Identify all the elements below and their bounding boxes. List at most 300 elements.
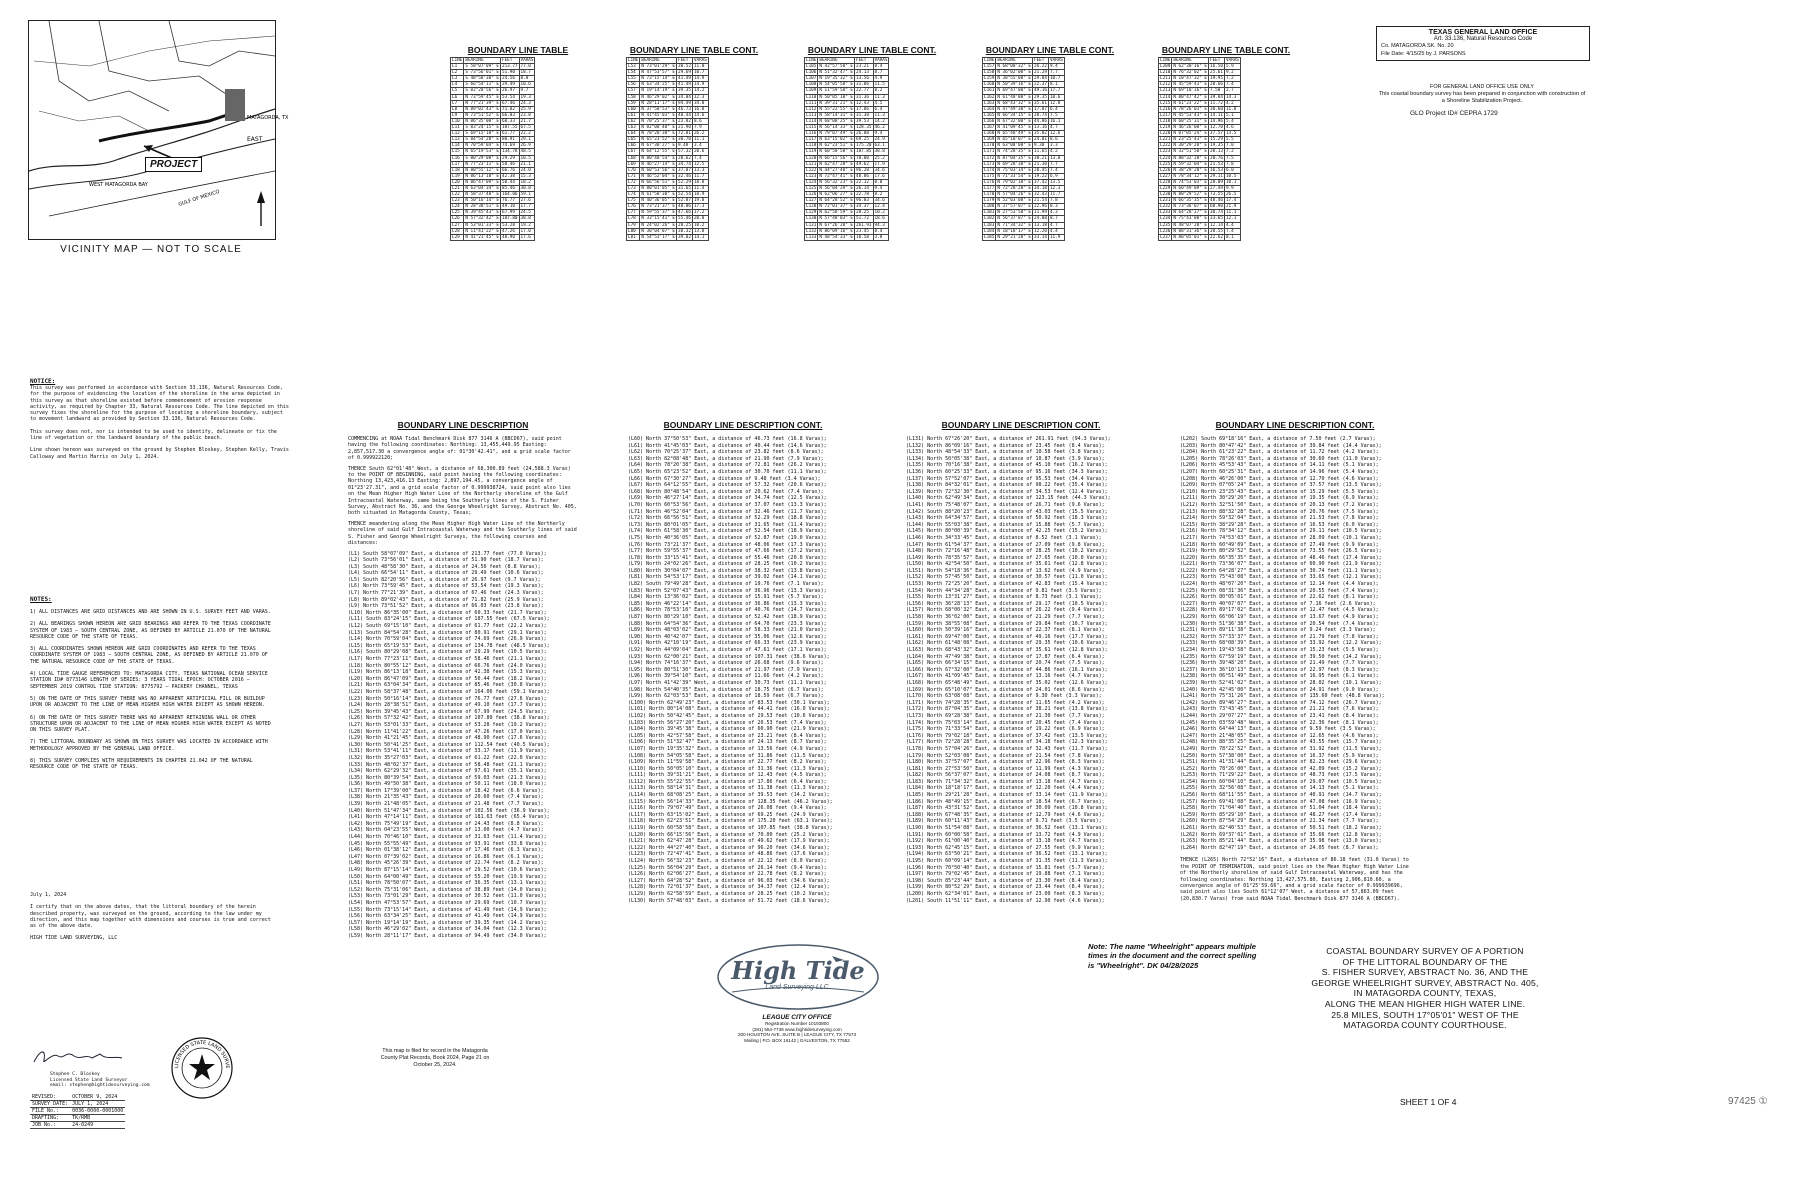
table-cell: L69 <box>627 161 640 167</box>
table-cell: S 80°29'08" E <box>465 155 499 161</box>
description-line: (L8) North 89°02'43" East, a distance of 71.82 feet (25.9 Varas); <box>348 596 544 603</box>
description-line: (L132) North 86°09'16" East, a distance of 23.45 feet (8.4 Varas); <box>906 442 1105 449</box>
table-cell: N 65°19'53" E <box>465 149 499 155</box>
description-line: (L231) North 89°11'38" East, a distance of 9.24 feet (3.3 Varas); <box>1180 627 1376 634</box>
table-cell: 9.4 <box>873 131 889 137</box>
table-cell: 26.2 <box>692 131 708 137</box>
table-cell: L111 <box>806 100 817 106</box>
description-line: (L127) North 64°28'52" East, a distance of 96.03 feet (34.6 Varas); <box>628 877 830 884</box>
table-cell: N 28°11'17" E <box>641 100 675 106</box>
table-header-cell: LINE <box>984 58 995 63</box>
office-mailing: Mailing | P.O. BOX 16142 | GALVESTON, TX 77552 <box>744 1037 850 1043</box>
table-cell: N 75°43'08" E <box>1173 216 1207 222</box>
table-cell: 30.70 <box>678 137 691 143</box>
table-cell: L112 <box>806 106 817 112</box>
revision-cell: TK/RMB <box>70 1115 125 1122</box>
table-cell: L230 <box>1160 192 1171 198</box>
table-cell: 19.0 <box>692 198 708 204</box>
description-line: (L120) North 66°15'56" East, a distance of 70.00 feet (25.2 Varas); <box>628 831 830 838</box>
description-line: (L250) North 57°38'00" East, a distance of 16.37 feet (5.9 Varas); <box>1180 752 1379 759</box>
table-cell: L62 <box>627 118 640 124</box>
table-cell: 28.25 <box>855 210 874 216</box>
table-cell: L224 <box>1160 155 1171 161</box>
description-line: (L243) North 73°43'45" East, a distance of 21.21 feet (7.6 Varas); <box>1180 706 1379 713</box>
table-cell: 9.4 <box>873 185 889 191</box>
table-cell: 11.5 <box>873 82 889 88</box>
description-line: (L89) North 48°03'02" East, a distance of 58.33 feet (21.0 Varas); <box>628 627 827 634</box>
table-cell: N 30°29'20" E <box>1173 143 1207 149</box>
table-cell: N 80°05'01" E <box>1173 234 1207 240</box>
table-cell: 18.8 <box>692 179 708 185</box>
table-cell: 7.5 <box>1048 112 1064 118</box>
table-cell: L21 <box>451 185 464 191</box>
table-cell: 27.6 <box>519 198 535 204</box>
table-cell: 22.78 <box>855 192 874 198</box>
table-cell: N 46°52'04" E <box>641 173 675 179</box>
description-line: (L165) North 66°34'15" East, a distance of 20.74 feet (7.5 Varas); <box>906 660 1105 667</box>
table-cell: L29 <box>451 234 464 240</box>
table-cell: 53.54 <box>501 94 520 100</box>
table-cell: 31.38 <box>855 112 874 118</box>
table-cell: 85.46 <box>501 185 520 191</box>
vicinity-map <box>28 20 289 240</box>
table-cell: 39.53 <box>855 118 874 124</box>
table-cell: 19.95 <box>1210 76 1223 82</box>
description-line: (L262) North 69°37'01" East, a distance of 35.66 feet (12.8 Varas); <box>1180 831 1382 838</box>
table-cell: L5 <box>451 88 464 94</box>
table-cell: N 59°55'37" E <box>641 210 675 216</box>
description-line: (L224) North 48°07'20" East, a distance of 12.14 feet (4.4 Varas); <box>1180 581 1379 588</box>
description-line: (L79) North 24°02'26" East, a distance of 28.25 feet (10.2 Varas); <box>628 561 827 568</box>
table-cell: 17.7 <box>1048 88 1064 94</box>
table-cell: 213.77 <box>502 64 518 70</box>
table-cell: L216 <box>1160 106 1171 112</box>
description-line: (L18) North 80°55'12" East, a distance of 66.76 feet (24.0 Varas); <box>348 662 547 669</box>
table-cell: L124 <box>806 179 817 185</box>
project-title-line: 25.8 MILES, SOUTH 17°05'01" WEST OF THE <box>1331 1009 1519 1020</box>
table-cell: 107.80 <box>502 216 518 222</box>
table-cell: L23 <box>451 198 464 204</box>
description-line: (L123) North 72°47'41" East, a distance of 48.86 feet (17.6 Varas); <box>628 851 830 858</box>
description-line: (L146) North 34°33'45" East, a distance of 8.52 feet (3.1 Varas); <box>906 534 1102 541</box>
description-line: (L73) North 80°01'05" East, a distance of 31.65 feet (11.4 Varas); <box>628 521 827 528</box>
table-cell: 15.3 <box>519 173 535 179</box>
table-cell: N 46°29'02" E <box>641 94 675 100</box>
description-line: (L256) North 68°11'55" East, a distance of 40.91 feet (14.7 Varas); <box>1180 792 1382 799</box>
table-cell: 28.09 <box>1210 179 1223 185</box>
table-cell: N 61°23'22" E <box>1173 100 1207 106</box>
description-line: (L29) North 41°21'45" East, a distance of 48.90 feet (17.6 Varas); <box>348 735 547 742</box>
table-cell: L2 <box>451 70 464 76</box>
table-cell: 18.2 <box>519 179 535 185</box>
table-cell: 17.87 <box>1034 106 1047 112</box>
note-item: 8) THIS SURVEY COMPLIES WITH REQUIREMENTS IN CHAPTER 21.042 OF THE NATURAL RESOURCE CODE OF THE STATE OF TEXAS. <box>30 758 253 771</box>
table-cell: L17 <box>451 161 464 167</box>
table-cell: L20 <box>451 179 464 185</box>
description-line: (L34) North 62°29'32" East, a distance of 97.61 feet (35.1 Varas); <box>348 768 547 775</box>
table-cell: N 45°53'43" E <box>1173 112 1207 118</box>
table-cell: 71.82 <box>501 106 520 112</box>
table-cell: N 19°14'19" E <box>641 88 675 94</box>
description-line: (L147) North 61°54'37" East, a distance of 27.09 feet (9.8 Varas); <box>906 541 1105 548</box>
table-cell: N 36°02'00" E <box>997 70 1031 76</box>
description-line: (L70) North 60°53'56" East, a distance of 37.07 feet (13.3 Varas); <box>628 501 827 508</box>
table-row <box>805 234 889 240</box>
table-cell: 58.46 <box>501 161 520 167</box>
table-cell: 11.3 <box>873 94 889 100</box>
description-line: (L67) North 64°12'55" East, a distance of 57.32 feet (20.6 Varas); <box>628 482 827 489</box>
description-line: (L96) North 39°54'10" East, a distance of 11.66 feet (4.2 Varas); <box>628 673 824 680</box>
notice-paragraph-1: This survey was performed in accordance with Section 33.136, Natural Resources Code, for the purpose of evidencing the location of the shoreline in the area depicted in this survey as that shoreline existed before commencement of erosion response activity, as required by Chapter 33, Natural Resources Code. The line depicted on this survey fixes the shoreline for the purpose of locating a shoreline boundary, subject to movement landward as provided by Section 33.136, Natural Resources Code. <box>30 385 289 423</box>
table-cell: 7.5 <box>1224 155 1240 161</box>
table-header-cell: FEET <box>855 58 874 64</box>
table-cell: 30.74 <box>1210 210 1223 216</box>
table-cell: 11.1 <box>1224 210 1240 216</box>
description-line: (L7) North 77°21'39" East, a distance of 67.46 feet (24.3 Varas); <box>348 590 544 597</box>
table-cell: N 62°58'59" E <box>819 210 853 216</box>
description-line: (L20) North 86°47'09" East, a distance of 50.44 feet (18.2 Varas); <box>348 675 547 682</box>
description-line: (L209) North 07°05'24" East, a distance of 37.57 feet (13.5 Varas); <box>1180 482 1382 489</box>
table-cell: 11.65 <box>1034 149 1047 155</box>
vicinity-map-caption: VICINITY MAP — NOT TO SCALE <box>60 244 242 255</box>
table-cell: 21.7 <box>519 118 535 124</box>
table-cell: 14.3 <box>1224 94 1240 100</box>
description-line: (L182) North 56°37'07" East, a distance of 24.08 feet (8.7 Varas); <box>906 772 1105 779</box>
table-cell: 26.5 <box>1224 192 1240 198</box>
description-line: (L148) North 72°16'48" East, a distance of 28.25 feet (10.2 Varas); <box>906 548 1108 555</box>
description-line: (L16) South 80°29'08" East, a distance of 29.29 feet (10.5 Varas); <box>348 649 547 656</box>
description-line: (L258) North 71°04'40" East, a distance of 51.04 feet (18.4 Varas); <box>1180 805 1382 812</box>
table-cell: N 48°07'20" E <box>1173 222 1207 228</box>
glo-filed: File Date: 4/15/25 by J. PARSONS <box>1381 51 1466 57</box>
description-line: (L227) North 40°07'07" East, a distance of 7.16 feet (2.6 Varas); <box>1180 600 1376 607</box>
description-line: (L121) North 62°47'28" East, a distance of 49.62 feet (17.9 Varas); <box>628 838 830 845</box>
table-cell: 29.1 <box>519 137 535 143</box>
table-cell: L225 <box>1160 161 1171 167</box>
table-cell: 26.14 <box>855 185 874 191</box>
description-line: (L130) North 57°48'03" East, a distance of 51.72 feet (18.6 Varas); <box>628 897 830 904</box>
table-cell: L28 <box>451 228 464 234</box>
table-cell: L73 <box>627 185 640 191</box>
description-line: (L170) North 63°08'08" East, a distance of 9.30 feet (3.3 Varas); <box>906 693 1102 700</box>
description-line: (L143) North 64°34'57" East, a distance of 50.92 feet (18.3 Varas); <box>906 515 1108 522</box>
table-cell: 5.4 <box>1224 118 1240 124</box>
table-title: BOUNDARY LINE TABLE CONT. <box>807 45 937 55</box>
description-line: (L101) North 80°14'08" East, a distance of 44.41 feet (16.0 Varas); <box>628 706 830 713</box>
table-cell: N 63°15'02" E <box>819 137 853 143</box>
table-cell: 52.29 <box>678 179 691 185</box>
description-line: (L176) North 79°02'18" East, a distance of 37.42 feet (13.5 Varas); <box>906 732 1108 739</box>
table-cell: 48.5 <box>519 149 535 155</box>
description-line: (L202) South 69°18'16" East, a distance of 7.50 feet (2.7 Varas); <box>1180 436 1376 442</box>
table-cell: 21.30 <box>1034 161 1047 167</box>
table-cell: 21.53 <box>1210 161 1223 167</box>
table-cell: L57 <box>627 88 640 94</box>
table-cell: 9.30 <box>1033 143 1049 149</box>
table-cell: N 50°05'10" E <box>819 94 853 100</box>
table-cell: 16.50 <box>1210 64 1223 70</box>
table-cell: N 62°06'27" E <box>819 192 853 198</box>
revision-cell: SURVEY DATE: <box>32 1101 69 1107</box>
table-cell: L163 <box>984 100 995 106</box>
table-cell: L65 <box>627 137 640 143</box>
table-cell: 13.16 <box>1034 125 1047 131</box>
table-cell: L213 <box>1160 88 1171 94</box>
table-cell: N 56°14'33" E <box>819 125 853 131</box>
table-cell: 12.3 <box>692 94 708 100</box>
description-line: (L100) North 62°49'23" East, a distance of 83.53 feet (30.1 Varas); <box>628 699 830 706</box>
table-cell: 42.38 <box>501 173 520 179</box>
table-cell: 29.84 <box>1034 76 1047 82</box>
description-line: (L223) North 75°43'08" East, a distance of 33.65 feet (12.1 Varas); <box>1180 574 1382 581</box>
table-cell: L175 <box>984 173 995 179</box>
table-header-cell: VARAS <box>874 58 888 63</box>
table-cell: 16.53 <box>1210 167 1223 173</box>
table-cell: N 57°48'03" E <box>819 216 853 222</box>
description-line: (L102) North 50°42'45" East, a distance of 29.53 feet (10.6 Varas); <box>628 712 830 719</box>
signer-email: email: stephen@hightidesurveying.com <box>50 1083 150 1089</box>
table-cell: L178 <box>984 192 995 198</box>
description-line: (L201) South 11°51'11" East, a distance of 12.90 feet (4.6 Varas); <box>906 897 1105 904</box>
table-cell: L22 <box>451 192 464 198</box>
table-cell: L229 <box>1160 185 1171 191</box>
table-cell: L226 <box>1160 167 1171 173</box>
table-cell: 24.01 <box>1034 137 1047 143</box>
description-line: (L175) North 71°33'54" East, a distance of 19.22 feet (6.9 Varas); <box>906 726 1105 733</box>
description-line: (L58) North 46°29'02" East, a distance of 34.04 feet (12.3 Varas); <box>348 926 547 933</box>
cert-company: HIGH TIDE LAND SURVEYING, LLC <box>30 935 118 942</box>
table-cell: N 07°05'24" E <box>1173 131 1207 137</box>
table-cell: L12 <box>451 131 464 137</box>
table-cell: 74.69 <box>501 143 520 149</box>
table-cell: 20.6 <box>692 149 708 155</box>
notice-block <box>30 378 290 466</box>
table-cell: 11.9 <box>1048 234 1064 240</box>
project-title-line: S. FISHER SURVEY, ABSTRACT No. 36, AND THE <box>1321 967 1529 978</box>
table-cell: 5.9 <box>1224 64 1240 70</box>
table-cell: 4.4 <box>1048 228 1064 234</box>
table-cell: L70 <box>627 167 640 173</box>
table-header-cell: LINE <box>806 58 817 63</box>
table-header-cell: BEARING <box>996 58 1033 64</box>
table-cell: N 86°35'00" E <box>465 118 499 124</box>
glo-box <box>1376 26 1590 61</box>
table-cell: 107.85 <box>856 149 872 155</box>
table-cell: 32.43 <box>1034 192 1047 198</box>
table-cell: 10.2 <box>692 222 708 228</box>
description-line: (L192) North 61°00'40" East, a distance of 13.18 feet (4.7 Varas); <box>906 838 1105 845</box>
table-cell: N 79°07'49" E <box>819 131 853 137</box>
table-cell: 34.6 <box>873 167 889 173</box>
table-cell: 13.56 <box>855 76 874 82</box>
table-cell: L14 <box>451 143 464 149</box>
table-cell: L223 <box>1160 149 1171 155</box>
description-col-4 <box>1180 420 1410 902</box>
description-line: (L233) North 68°08'39" East, a distance of 33.92 feet (12.2 Varas); <box>1180 640 1382 647</box>
notice-paragraph-2: This survey does not, nor is intended to be used to identify, delineate or fix the line of vegetation or the landward boundary of the public beach. <box>30 428 277 442</box>
description-line: (L78) North 33°15'41" East, a distance of 55.46 feet (20.0 Varas); <box>628 554 827 561</box>
table-cell: L214 <box>1160 94 1171 100</box>
table-cell: N 73°59'45" E <box>465 94 499 100</box>
table-cell: 14.9 <box>692 82 708 88</box>
map-label-city: MATAGORDA, TX <box>247 115 289 121</box>
table-cell: 6.9 <box>1048 173 1064 179</box>
table-header-cell: FEET <box>501 58 520 64</box>
description-line: (L56) North 63°34'25" East, a distance of 41.49 feet (14.9 Varas); <box>348 913 547 920</box>
description-line: (L46) North 01°38'12" East, a distance of 17.46 feet (6.3 Varas); <box>348 847 544 854</box>
description-line: (L141) North 75°48'07" East, a distance of 26.71 feet (9.6 Varas); <box>906 501 1105 508</box>
table-cell: L8 <box>451 106 464 112</box>
table-cell: N 80°01'05" E <box>641 185 675 191</box>
table-cell: 38.8 <box>873 149 889 155</box>
company-logo <box>712 942 884 1012</box>
description-line: (L158) North 36°02'00" East, a distance of 21.29 feet (7.7 Varas); <box>906 614 1105 621</box>
table-cell: L179 <box>984 198 995 204</box>
glo-note: This coastal boundary survey has been prepared in conjunction with construction of a Shoreline Stabilization Project. <box>1378 91 1586 104</box>
table-cell: L166 <box>984 118 995 124</box>
table-cell: 24.5 <box>519 210 535 216</box>
table-cell: L181 <box>984 210 995 216</box>
table-cell: 25.2 <box>873 155 889 161</box>
description-line: (L255) North 32°56'08" East, a distance of 14.13 feet (5.1 Varas); <box>1180 785 1379 792</box>
table-cell: 10.6 <box>519 82 535 88</box>
table-cell: S 69°15'10" E <box>465 131 499 137</box>
glo-code: Art. 33.136, Natural Resources Code <box>1433 36 1533 42</box>
description-line: (L204) North 61°23'22" East, a distance of 11.72 feet (4.2 Varas); <box>1180 449 1379 456</box>
table-cell: 7.9 <box>692 125 708 131</box>
office-block <box>690 1014 904 1043</box>
table-cell: 7.2 <box>1224 76 1240 82</box>
boundary-table-5 <box>1158 45 1294 241</box>
table-cell: 128.35 <box>856 125 872 131</box>
city-block <box>225 89 245 121</box>
description-line: (L184) North 18°18'17" East, a distance of 12.20 feet (4.4 Varas); <box>906 785 1105 792</box>
description-line: (L110) North 50°05'10" East, a distance of 31.36 feet (11.3 Varas); <box>628 765 830 772</box>
description-line: (L68) North 80°48'54" East, a distance of 20.62 feet (7.4 Varas); <box>628 488 824 495</box>
table-cell: L234 <box>1160 216 1171 222</box>
office-phone: (281) 554-7739 www.hightidesurveying.com <box>752 1026 842 1032</box>
note-item: 1) ALL DISTANCES ARE GRID DISTANCES AND ARE SHOWN IN U.S. SURVEY FEET AND VARAS. <box>30 609 271 615</box>
table-cell: 16.1 <box>1048 118 1064 124</box>
table-cell: 11.72 <box>1210 100 1223 106</box>
table-cell: 8.0 <box>873 179 889 185</box>
table-cell: N 73°36'07" E <box>1173 204 1207 210</box>
description-line: (L93) North 62°00'21" East, a distance of 107.31 feet (38.6 Varas); <box>628 653 830 660</box>
table-cell: N 73°01'29" E <box>641 64 675 70</box>
table-cell: 12.4 <box>873 204 889 210</box>
table-cell: N 54°53'17" E <box>641 234 675 240</box>
table-cell: 11.7 <box>692 173 708 179</box>
table-cell: N 64°28'52" E <box>819 198 853 204</box>
table-header-cell: VARAS <box>520 58 534 63</box>
table-cell: 77.0 <box>519 64 535 70</box>
table-cell: 59.1 <box>519 192 535 198</box>
table-cell: L56 <box>627 82 640 88</box>
description-line: (L177) North 72°28'28" East, a distance of 34.18 feet (12.3 Varas); <box>906 739 1108 746</box>
description-line: (L19) North 86°13'18" East, a distance of 42.38 feet (15.3 Varas); <box>348 669 547 676</box>
description-line: (L64) North 78°20'38" East, a distance of 72.81 feet (26.2 Varas); <box>628 462 827 469</box>
table-cell: L160 <box>984 82 995 88</box>
description-line: (L211) North 30°29'20" East, a distance of 19.35 feet (6.9 Varas); <box>1180 495 1379 502</box>
description-line: (L163) North 68°43'32" East, a distance of 35.61 feet (12.8 Varas); <box>906 647 1108 653</box>
table-cell: N 86°13'18" E <box>465 173 499 179</box>
table-cell: 13.18 <box>1034 222 1047 228</box>
table-cell: L184 <box>984 228 995 234</box>
table-cell: N 74°53'03" E <box>1173 179 1207 185</box>
description-line: (L69) North 46°27'14" East, a distance of 34.74 feet (12.5 Varas); <box>628 495 827 502</box>
table-row <box>1159 234 1241 240</box>
table-cell: S 66°54'11" E <box>465 82 499 88</box>
table-cell: 96.20 <box>855 167 874 173</box>
notes-block <box>30 596 278 777</box>
table-cell: 7.8 <box>1048 198 1064 204</box>
table-cell: 49.62 <box>855 161 874 167</box>
table-cell: 261.91 <box>856 222 872 228</box>
table-cell: L77 <box>627 210 640 216</box>
table-cell: 3.3 <box>1048 143 1064 149</box>
table-cell: 11.7 <box>1048 192 1064 198</box>
table-cell: N 60°53'56" E <box>641 167 675 173</box>
table-cell: 29.35 <box>1034 94 1047 100</box>
revision-row <box>30 1122 125 1129</box>
description-line: (L98) North 54°40'35" East, a distance of 18.75 feet (6.7 Varas); <box>628 686 824 693</box>
table-cell: 21.54 <box>1034 198 1047 204</box>
table-cell: N 41°09'45" E <box>997 125 1031 131</box>
description-line: (L128) North 72°01'37" East, a distance of 34.37 feet (12.4 Varas); <box>628 884 830 891</box>
description-line: (L167) North 41°09'45" East, a distance of 13.16 feet (4.7 Varas); <box>906 673 1105 680</box>
note-item: 5) ON THE DATE OF THIS SURVEY THERE WAS NO APPARENT ARTIFICIAL FILL OR BUILDUP UPON OR ADJACENT TO THE LINE OF MEAN HIGHER HIGH WATER EXCEPT AS SHOWN HEREON. <box>30 695 265 709</box>
table-cell: L6 <box>451 94 464 100</box>
table-cell: N 72°47'41" E <box>819 173 853 179</box>
table-cell: N 52°03'08" E <box>997 198 1031 204</box>
table-cell: 4.6 <box>1224 125 1240 131</box>
table-cell: 5.1 <box>1224 112 1240 118</box>
description-line: (L260) North 87°54'29" East, a distance of 21.34 feet (7.7 Varas); <box>1180 818 1379 825</box>
table-cell: 14.2 <box>873 118 889 124</box>
table-cell: 8.7 <box>1048 216 1064 222</box>
table-cell: 12.70 <box>1210 125 1223 131</box>
table-cell: 20.55 <box>1210 228 1223 234</box>
table-cell: N 66°15'56" E <box>819 155 853 161</box>
table-cell: 31.36 <box>855 94 874 100</box>
table-cell: 60.33 <box>501 118 520 124</box>
table-cell: 19.3 <box>519 94 535 100</box>
table-cell: L130 <box>806 216 817 222</box>
table-cell: N 64°28'27" E <box>1173 210 1207 216</box>
office-address: 200 HOUSTON AVE. SUITE B | LEAGUE CITY, TX 77573 <box>737 1032 857 1038</box>
table-cell: L222 <box>1160 143 1171 149</box>
table-cell: L80 <box>627 228 640 234</box>
description-line: (L203) North 80°47'42" East, a distance of 39.84 feet (14.4 Varas); <box>1180 442 1382 449</box>
table-cell: L209 <box>1160 64 1171 70</box>
signature-block <box>30 1046 150 1089</box>
table-cell: N 60°58'58" E <box>819 149 853 155</box>
table-cell: L123 <box>806 173 817 179</box>
table-cell: 76.77 <box>501 198 520 204</box>
table-cell: N 47°53'57" E <box>641 70 675 76</box>
table-cell: 39.35 <box>678 88 691 94</box>
table-cell: 13.8 <box>692 228 708 234</box>
table-cell: 4.5 <box>873 100 889 106</box>
table-cell: N 72°28'28" E <box>997 185 1031 191</box>
table-header-cell: LINE <box>452 58 463 63</box>
table-cell: L120 <box>806 155 817 161</box>
description-line: (L90) North 40°42'07" East, a distance of 35.06 feet (12.6 Varas); <box>628 633 827 640</box>
table-cell: 55.46 <box>678 216 691 222</box>
notice-heading: NOTICE: <box>30 378 56 385</box>
glo-county: Co. MATAGORDA SK. No. 20 <box>1381 43 1454 49</box>
table-cell: N 55°22'55" E <box>819 106 853 112</box>
